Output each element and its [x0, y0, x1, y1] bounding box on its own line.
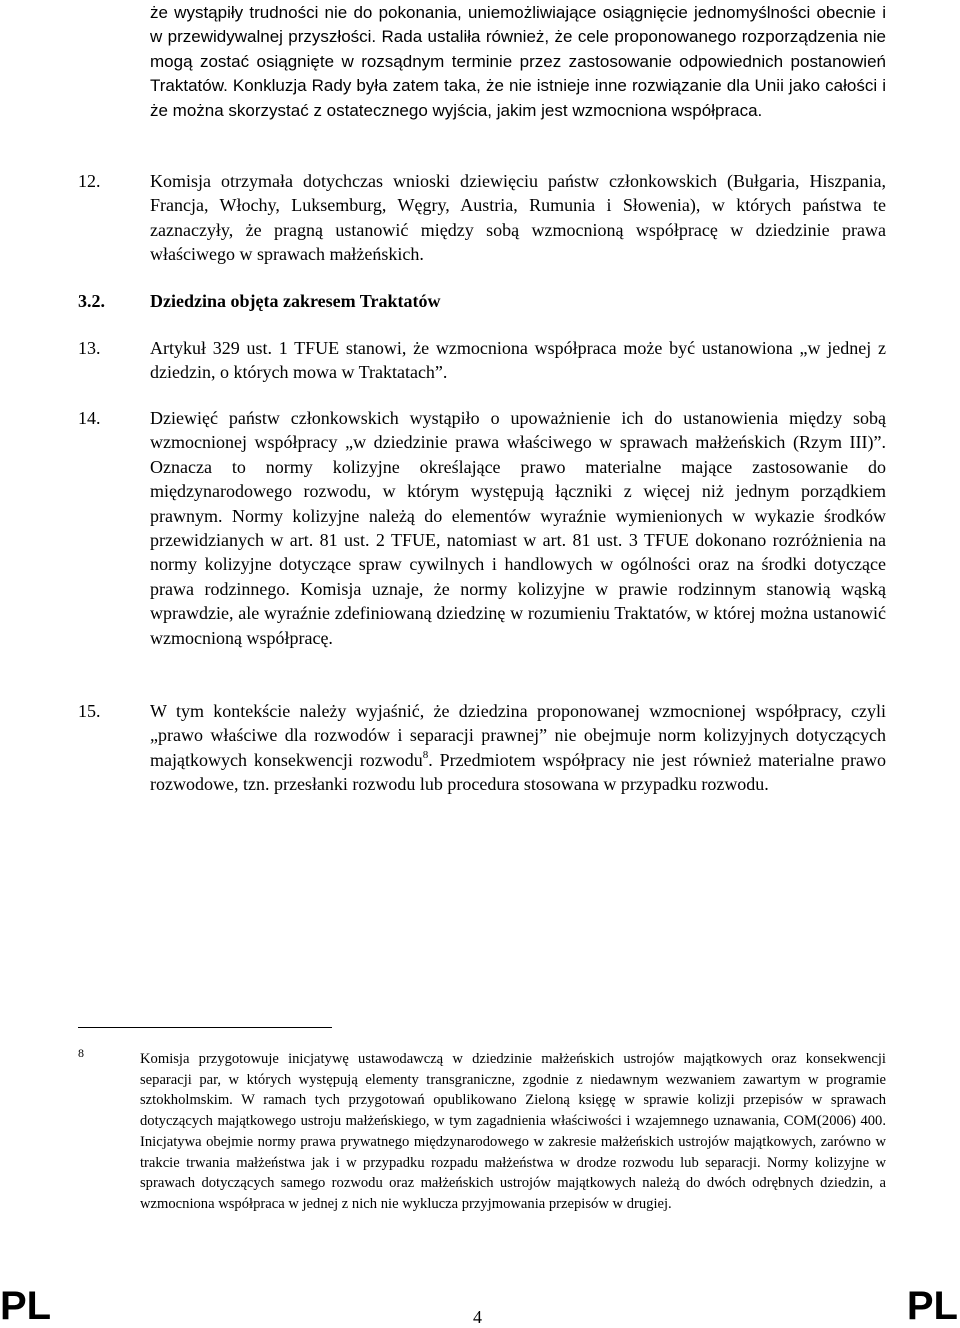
- footer-language-right: PL: [906, 1284, 958, 1328]
- section-number: 3.2.: [78, 291, 105, 311]
- paragraph-15-number: 15.: [78, 701, 101, 721]
- paragraph-15-text-after: . Przedmiotem współpracy nie jest również materialne prawo rozwodowe, tzn. przesłanki rozwodu lub procedura stosowana w przypadku rozwodu.: [150, 749, 886, 795]
- paragraph-15-text-before: W tym kontekście należy wyjaśnić, że dziedzina proponowanej wzmocnionej współpracy, czyli „prawo właściwe dla rozwodów i separacji prawnej” nie obejmuje norm kolizyjnych dotyczących majątkowych konsekwencji rozwodu: [150, 701, 886, 770]
- footnote-marker: 8: [78, 1046, 84, 1060]
- paragraph-15-text: [150, 699, 886, 797]
- paragraph-14: [150, 406, 886, 650]
- paragraph-13-text: Artykuł 329 ust. 1 TFUE stanowi, że wzmocniona współpraca może być ustanowiona „w jednej z dziedzin, o których mowa w Traktatach”.: [150, 338, 886, 383]
- intro-paragraph: [150, 1, 886, 123]
- intro-text: że wystąpiły trudności nie do pokonania, uniemożliwiające osiągnięcie jednomyślności obecnie i w przewidywalnej przyszłości. Rada ustaliła również, że cele proponowanego rozporządzenia nie mogą zostać osiągnięte w rozsądnym terminie przez zastosowanie odpowiednich postanowień Traktatów. Konkluzja Rady była zatem taka, że nie istnieje inne rozwiązanie dla Unii jako całości i że można skorzystać z ostatecznego wyjścia, jakim jest wzmocniona współpraca.: [150, 3, 886, 120]
- footnote-reference[interactable]: 8: [422, 748, 429, 761]
- section-heading: Dziedzina objęta zakresem Traktatów: [150, 291, 441, 311]
- footnote-text: Komisja przygotowuje inicjatywę ustawodawczą w dziedzinie małżeńskich ustrojów majątkowych oraz konsekwencji separacji par, w których występują elementy transgraniczne, zgodnie z niedawnym wezwaniem zawartym w programie sztokholmskim. W ramach tych przygotowań opublikowano Zieloną księgę w sprawie kolizji przepisów w sprawach dotyczących majątkowego ustroju małżeńskiego, w tym zagadnienia właściwości i wzajemnego uznawania, COM(2006) 400. Inicjatywa obejmie normy prawa prywatnego międzynarodowego w zakresie małżeńskich ustrojów majątkowych, zarówno w trakcie trwania małżeństwa jak i w przypadku rozpadu małżeństwa w drodze rozwodu lub separacji. Normy kolizyjne w sprawach dotyczących samego rozwodu oraz małżeńskich ustrojów majątkowych należą do dwóch odrębnych dziedzin, a wzmocniona współpraca w jednej z nich nie wyklucza przyjmowania przepisów w drugiej.: [140, 1051, 886, 1212]
- paragraph-15: [150, 699, 886, 797]
- paragraph-12-text: Komisja otrzymała dotychczas wnioski dziewięciu państw członkowskich (Bułgaria, Hiszpania, Francja, Włochy, Luksemburg, Węgry, Austria, Rumunia i Słowenia), w których państwa te zaznaczyły, że pragną ustanowić między sobą wzmocnioną współpracę w dziedzinie prawa właściwego w sprawach małżeńskich.: [150, 171, 886, 265]
- footnote-separator: [78, 1027, 332, 1028]
- footer-language-left: PL: [0, 1284, 52, 1328]
- paragraph-13-number: 13.: [78, 338, 101, 358]
- paragraph-14-number: 14.: [78, 408, 101, 428]
- paragraph-13: [150, 336, 886, 385]
- paragraph-14-text: Dziewięć państw członkowskich wystąpiło o upoważnienie ich do ustanowienia między sobą wzmocnionej współpracy „w dziedzinie prawa właściwego w sprawach małżeńskich (Rzym III)”. Oznacza to normy kolizyjne określające prawo materialne mające zastosowanie do międzynarodowego rozwodu, w którym występują łączniki z więcej niż jednym porządkiem prawnym. Normy kolizyjne należą do elementów wyraźnie wymienionych w wykazie środków przewidzianych w art. 81 ust. 2 TFUE, natomiast w art. 81 ust. 3 TFUE dokonano rozróżnienia na normy kolizyjne dotyczące spraw cywilnych i handlowych w ogólności oraz na środki dotyczące prawa rodzinnego. Komisja uznaje, że normy kolizyjne w prawie rodzinnym stanowią wąską wprawdzie, ale wyraźnie zdefiniowaną dziedzinę w rozumieniu Traktatów, w której można ustanowić wzmocnioną współpracę.: [150, 408, 886, 648]
- page-number: 4: [473, 1307, 482, 1327]
- paragraph-12-number: 12.: [78, 171, 101, 191]
- paragraph-12: [150, 169, 886, 267]
